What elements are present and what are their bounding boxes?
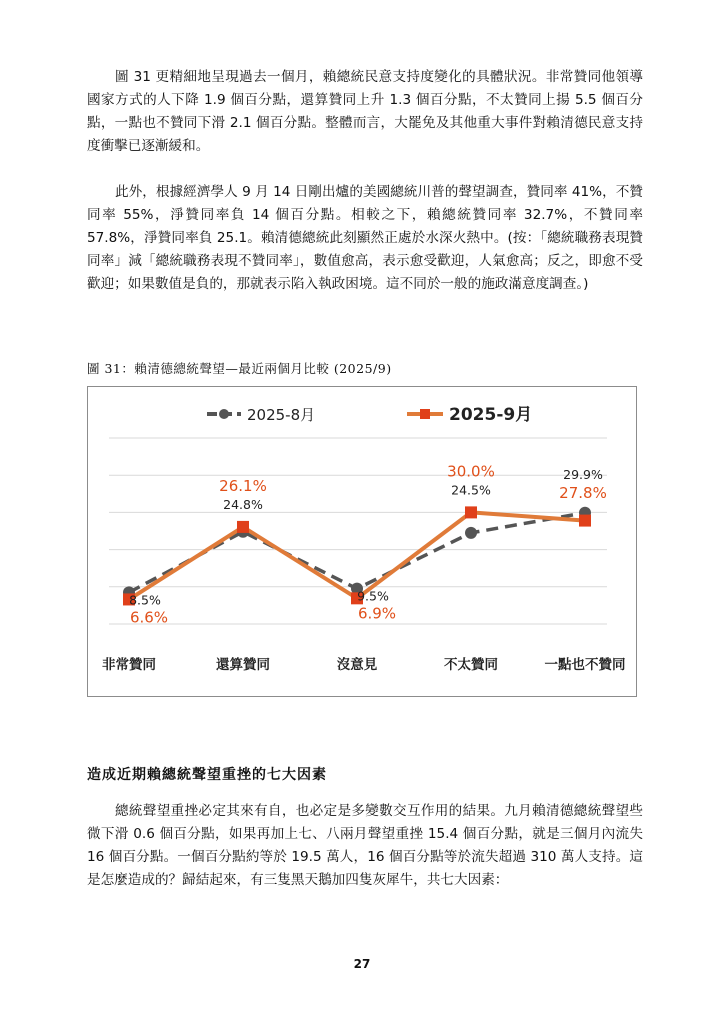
data-label-sep-1: 26.1% xyxy=(219,476,267,495)
legend-marker-0 xyxy=(219,409,229,419)
section-heading: 造成近期賴總統聲望重挫的七大因素 xyxy=(87,767,327,783)
data-label-sep-2: 6.9% xyxy=(357,604,397,623)
category-label-3: 不太贊同 xyxy=(444,657,498,673)
point-sep-1 xyxy=(237,521,249,533)
point-sep-3 xyxy=(465,506,477,518)
data-label-sep-0: 6.6% xyxy=(129,608,169,627)
chart-border xyxy=(88,387,637,697)
legend-label-0: 2025-8月 xyxy=(247,406,316,424)
point-sep-4 xyxy=(579,515,591,527)
legend-label-1: 2025-9月 xyxy=(449,405,533,425)
approval-line-chart xyxy=(87,386,637,697)
figure-caption: 圖 31：賴清德總統聲望—最近兩個月比較 (2025/9) xyxy=(87,361,392,376)
data-label-aug-1: 24.8% xyxy=(223,496,263,512)
point-aug-3 xyxy=(465,527,477,539)
category-label-4: 一點也不贊同 xyxy=(544,657,626,673)
data-label-sep-3: 30.0% xyxy=(447,462,495,481)
page-number: 27 xyxy=(353,957,371,971)
category-label-2: 沒意見 xyxy=(336,657,378,673)
data-label-sep-4: 27.8% xyxy=(559,483,607,502)
paragraph-1: 圖 31 更精細地呈現過去一個月，賴總統民意支持度變化的具體狀況。非常贊同他領導國家方式的人下降 1.9 個百分點，還算贊同上升 1.3 個百分點，不太贊同上揚 5.5 個百分點，一點也不贊同下滑 2.1 個百分點。整體而言，大罷免及其他重大事件對賴清德民意支持度衝擊已逐漸緩和。 xyxy=(87,69,643,154)
data-label-aug-3: 24.5% xyxy=(451,482,491,498)
paragraph-3: 總統聲望重挫必定其來有自，也必定是多變數交互作用的結果。九月賴清德總統聲望些微下滑 0.6 個百分點，如果再加上七、八兩月聲望重挫 15.4 個百分點，就是三個月內流失 16 個百分點。一個百分點約等於 19.5 萬人，16 個百分點等於流失超過 310 萬人支持。這是怎麼造成的？歸結起來，有三隻黑天鵝加四隻灰犀牛，共七大因素： xyxy=(87,803,643,888)
data-label-aug-4: 29.9% xyxy=(563,466,603,482)
category-label-0: 非常贊同 xyxy=(102,657,156,673)
data-label-aug-0: 8.5% xyxy=(129,592,161,608)
category-label-1: 還算贊同 xyxy=(216,657,270,673)
paragraph-2: 此外，根據經濟學人 9 月 14 日剛出爐的美國總統川普的聲望調查，贊同率 41%，不贊同率 55%，淨贊同率負 14 個百分點。相較之下，賴總統贊同率 32.7%，不贊同率 57.8%，淨贊同率負 25.1。賴清德總統此刻顯然正處於水深火熱中。(按：「總統職務表現贊同率」減「總統職務表現不贊同率」，數值愈高，表示愈受歡迎，人氣愈高；反之，即愈不受歡迎；如果數值是負的，那就表示陷入執政困境。這不同於一般的施政滿意度調查。) xyxy=(87,184,643,292)
legend-marker-1 xyxy=(420,409,430,419)
data-label-aug-2: 9.5% xyxy=(357,588,389,604)
chart-frame xyxy=(87,386,637,697)
